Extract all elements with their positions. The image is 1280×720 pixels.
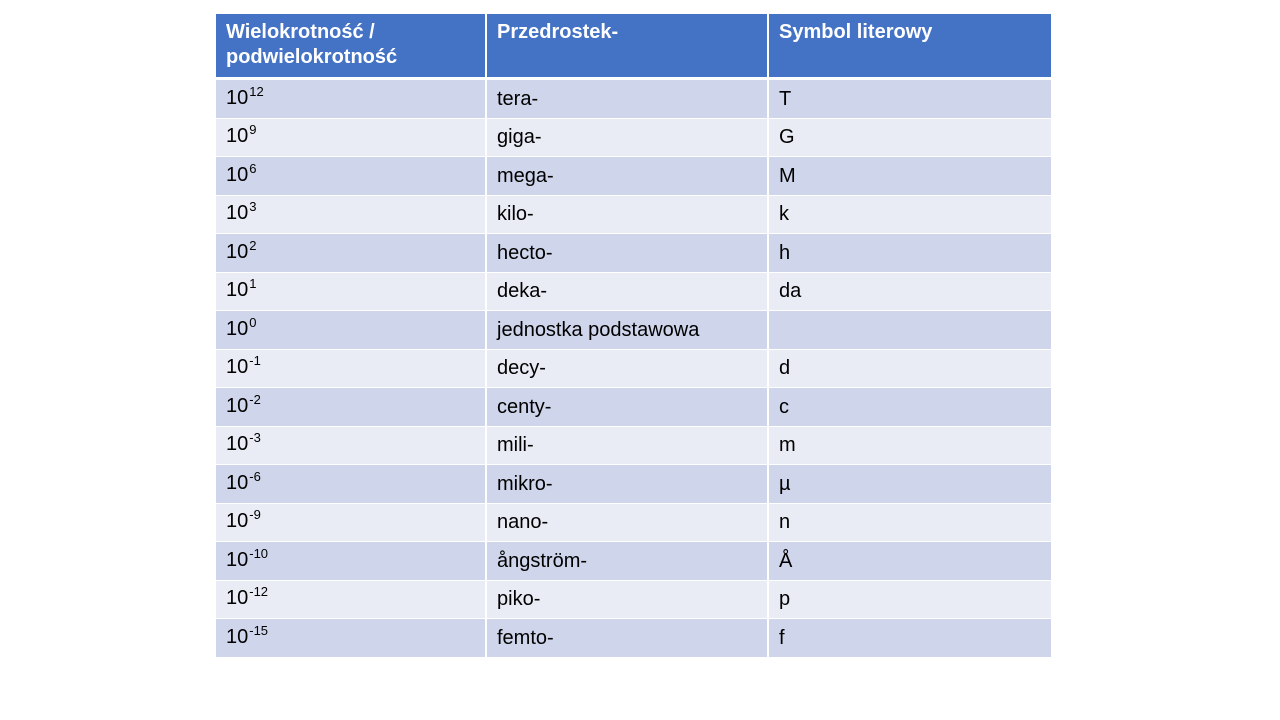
prefix-cell: deka- [487,273,769,312]
symbol-cell: Å [769,542,1051,581]
power-exponent: -2 [249,391,261,407]
power-base: 10 [226,125,249,148]
prefix-cell: mikro- [487,465,769,504]
power-exponent: -12 [249,584,269,600]
power-base: 10 [226,202,249,225]
multiple-cell [216,465,487,504]
prefix-cell: nano- [487,504,769,543]
multiple-cell [216,619,487,658]
prefix-cell: decy- [487,350,769,389]
power-exponent: -10 [249,545,269,561]
multiple-cell [216,350,487,389]
header-prefix: Przedrostek- [487,14,769,80]
table-row [216,311,1051,350]
symbol-cell: c [769,388,1051,427]
power-exponent: 1 [249,276,257,292]
power-base: 10 [226,279,249,302]
symbol-cell: T [769,80,1051,119]
prefix-cell: ångström- [487,542,769,581]
multiple-cell [216,157,487,196]
power-exponent: -1 [249,353,261,369]
prefix-cell: kilo- [487,196,769,235]
prefix-cell: hecto- [487,234,769,273]
table-row [216,504,1051,543]
power-base: 10 [226,625,249,648]
power-exponent: -3 [249,430,261,446]
symbol-cell: k [769,196,1051,235]
table-row [216,273,1051,312]
power-base: 10 [226,433,249,456]
power-exponent: -9 [249,507,261,523]
table-row [216,157,1051,196]
power-exponent: 9 [249,122,257,138]
multiple-cell [216,581,487,620]
multiple-cell [216,388,487,427]
symbol-cell: da [769,273,1051,312]
symbol-cell [769,311,1051,350]
power-base: 10 [226,587,249,610]
multiple-cell [216,427,487,466]
table-row [216,542,1051,581]
symbol-cell: G [769,119,1051,158]
header-row [216,14,1051,80]
symbol-cell: M [769,157,1051,196]
multiple-cell [216,311,487,350]
table-row [216,196,1051,235]
power-base: 10 [226,548,249,571]
power-base: 10 [226,394,249,417]
power-exponent: 3 [249,199,257,215]
prefix-cell: tera- [487,80,769,119]
symbol-cell: n [769,504,1051,543]
prefix-cell: piko- [487,581,769,620]
prefix-cell: centy- [487,388,769,427]
prefix-cell: jednostka podstawowa [487,311,769,350]
prefix-table [216,14,1051,658]
symbol-cell: h [769,234,1051,273]
power-exponent: 12 [249,83,264,99]
power-base: 10 [226,471,249,494]
table-row [216,427,1051,466]
power-base: 10 [226,317,249,340]
power-base: 10 [226,356,249,379]
symbol-cell: µ [769,465,1051,504]
multiple-cell [216,504,487,543]
table-row [216,119,1051,158]
multiple-cell [216,234,487,273]
prefix-cell: giga- [487,119,769,158]
power-exponent: 2 [249,237,257,253]
header-multiple: Wielokrotność / podwielokrotność [216,14,487,80]
multiple-cell [216,119,487,158]
power-exponent: -6 [249,468,261,484]
prefix-cell: mega- [487,157,769,196]
power-base: 10 [226,163,249,186]
power-exponent: -15 [249,622,269,638]
power-exponent: 6 [249,160,257,176]
multiple-cell [216,80,487,119]
symbol-cell: p [769,581,1051,620]
table-row [216,619,1051,658]
power-base: 10 [226,240,249,263]
symbol-cell: d [769,350,1051,389]
multiple-cell [216,542,487,581]
table-row [216,581,1051,620]
table-row [216,80,1051,119]
table-row [216,465,1051,504]
table-row [216,388,1051,427]
header-symbol: Symbol literowy [769,14,1051,80]
table-row [216,350,1051,389]
multiple-cell [216,273,487,312]
table-header [216,14,1051,80]
prefix-cell: femto- [487,619,769,658]
table-body [216,80,1051,658]
symbol-cell: f [769,619,1051,658]
power-exponent: 0 [249,314,257,330]
symbol-cell: m [769,427,1051,466]
table-row [216,234,1051,273]
prefix-cell: mili- [487,427,769,466]
power-base: 10 [226,86,249,109]
power-base: 10 [226,510,249,533]
multiple-cell [216,196,487,235]
